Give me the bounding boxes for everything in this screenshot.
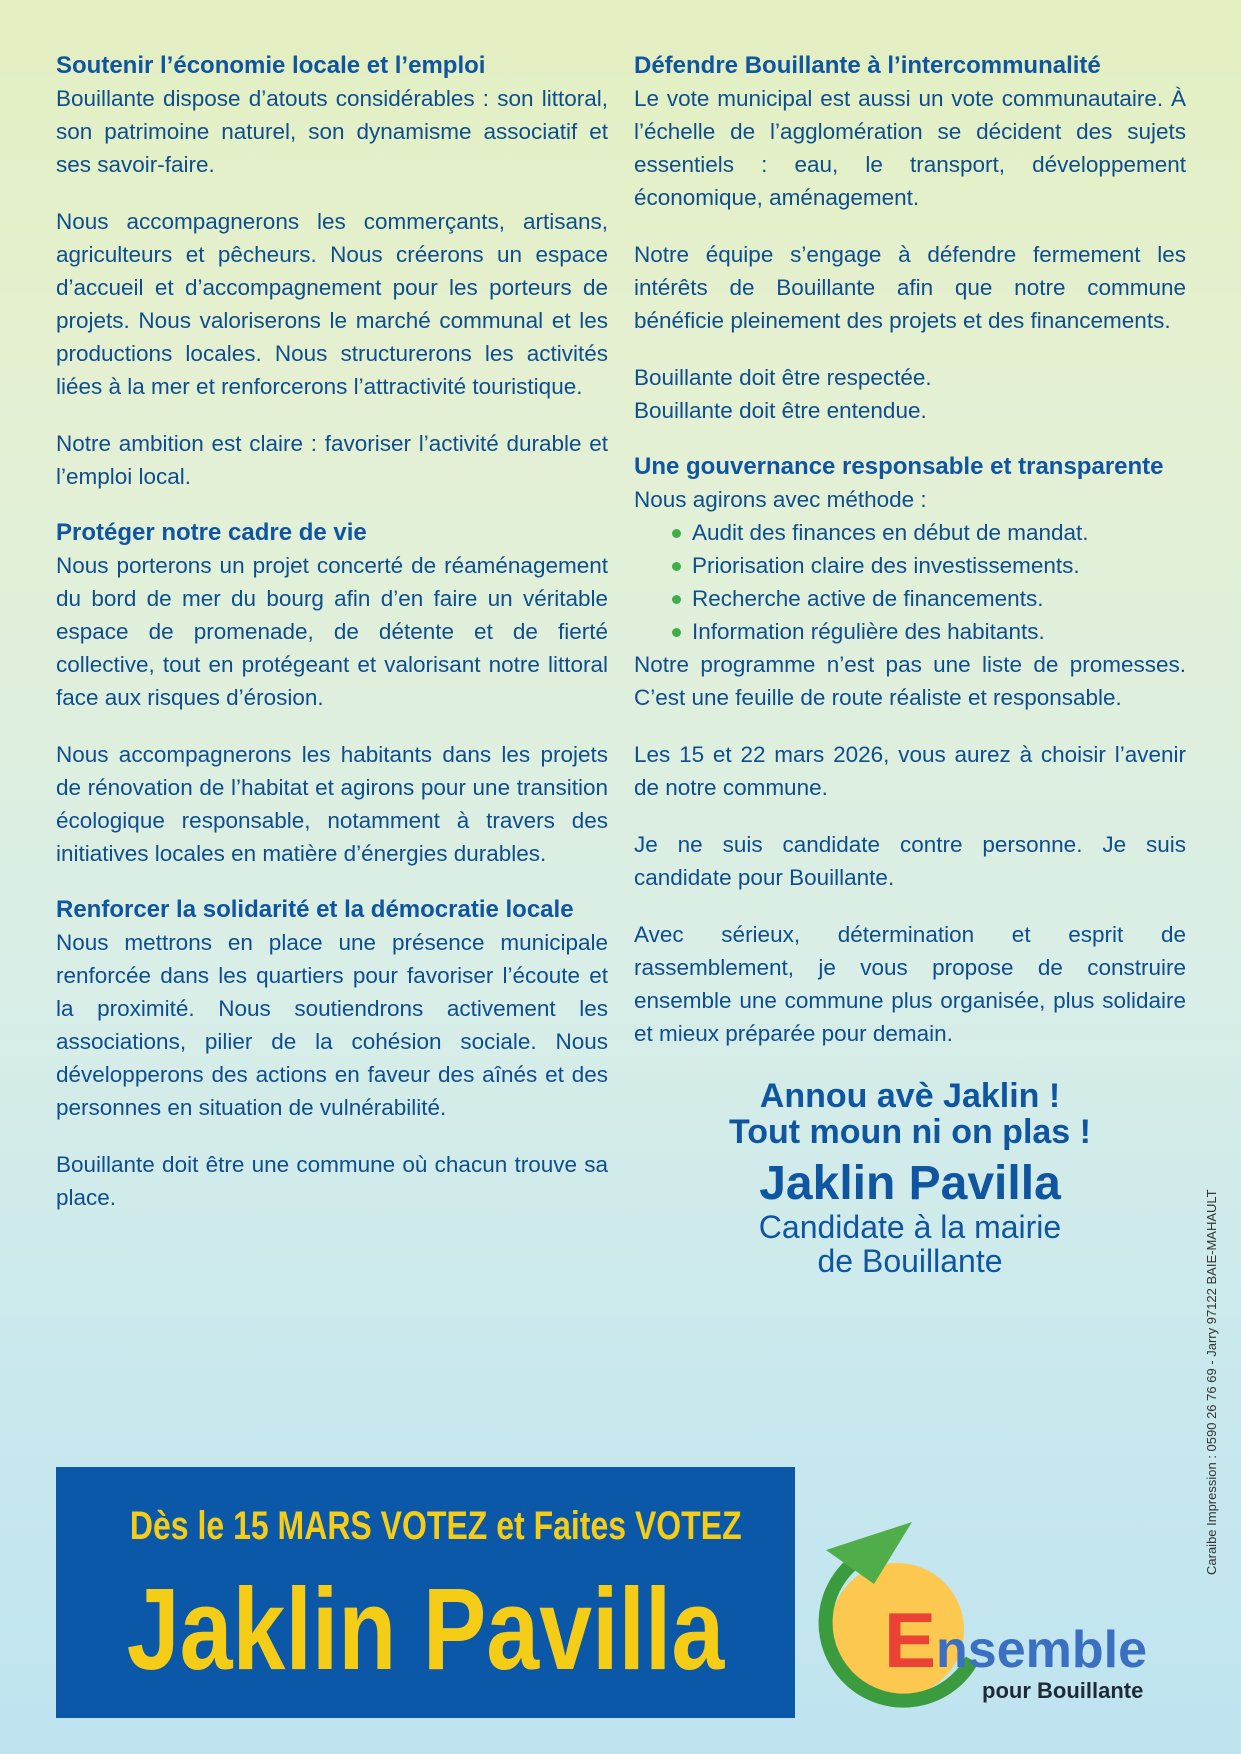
candidate-name: Jaklin Pavilla [759, 1157, 1061, 1210]
section-heading: Défendre Bouillante à l’intercommunalité [634, 52, 1101, 79]
governance-bullet-list [634, 516, 1186, 648]
section-heading: Renforcer la solidarité et la démocratie locale [56, 896, 574, 923]
paragraph: Je ne suis candidate contre personne. Je suis candidate pour Bouillante. [634, 832, 1186, 890]
paragraph: Nous mettrons en place une présence municipale renforcée dans les quartiers pour favoriser l’écoute et la proximité. Nous soutiendrons activement les associations, pilier de la cohésion sociale. Nous développerons des actions en faveur des aînés et des personnes en situation de vulnérabilité. [56, 930, 608, 1120]
list-item-text: Information régulière des habitants. [692, 619, 1045, 644]
paragraph: Avec sérieux, détermination et esprit de rassemblement, je vous propose de construire ensemble une commune plus organisée, plus solidaire et mieux préparée pour demain. [634, 922, 1186, 1046]
signoff-block [660, 1078, 1160, 1278]
section-heading: Protéger notre cadre de vie [56, 519, 367, 546]
paragraph: Nous porterons un projet concerté de réaménagement du bord de mer du bourg afin d’en faire un véritable espace de promenade, de détente et de fierté collective, tout en protégeant et valorisant notre littoral face aux risques d’érosion. [56, 553, 608, 710]
section-heading: Soutenir l’économie locale et l’emploi [56, 52, 486, 79]
bullet-dot-icon [672, 529, 681, 538]
section-intercommunality [634, 50, 1186, 427]
bullet-dot-icon [672, 562, 681, 571]
logo-word-rest: nsemble [936, 1621, 1148, 1679]
logo-initial: E [884, 1596, 937, 1684]
bullet-dot-icon [672, 595, 681, 604]
paragraph: Notre ambition est claire : favoriser l’activité durable et l’emploi local. [56, 431, 608, 489]
paragraph: Nous accompagnerons les habitants dans les projets de rénovation de l’habitat et agirons pour une transition écologique responsable, notamment à travers des initiatives locales en matière d’énergies durables. [56, 742, 608, 866]
candidate-role-line-1: Candidate à la mairie [758, 1209, 1062, 1245]
section-closing [634, 738, 1186, 1050]
bullet-dot-icon [672, 628, 681, 637]
list-item-text: Audit des finances en début de mandat. [692, 520, 1089, 545]
section-heading: Une gouvernance responsable et transparente [634, 453, 1164, 480]
logo-wordmark [884, 1596, 1148, 1690]
paragraph: Bouillante doit être une commune où chacun trouve sa place. [56, 1152, 608, 1210]
candidate-role-line-2: de Bouillante [817, 1243, 1003, 1279]
paragraph: Notre équipe s’engage à défendre fermement les intérêts de Bouillante afin que notre commune bénéficie pleinement des projets et des financements. [634, 242, 1186, 333]
logo-subtitle: pour Bouillante [982, 1678, 1144, 1703]
list-item-text: Priorisation claire des investissements. [692, 553, 1080, 578]
paragraph: Le vote municipal est aussi un vote communautaire. À l’échelle de l’agglomération se décident des sujets essentiels : eau, le transport, développement économique, aménagement. [634, 86, 1186, 210]
list-item [672, 549, 1186, 582]
section-environment [56, 517, 608, 870]
ensemble-logo [812, 1500, 1182, 1730]
vote-banner [56, 1467, 795, 1718]
section-economy [56, 50, 608, 493]
list-item [672, 615, 1186, 648]
banner-candidate-name: Jaklin Pavilla [126, 1564, 725, 1694]
list-item-text: Recherche active de financements. [692, 586, 1044, 611]
slogan-line-1: Annou avè Jaklin ! [759, 1077, 1061, 1115]
governance-intro: Nous agirons avec méthode : [634, 487, 927, 512]
paragraph: Nous accompagnerons les commerçants, artisans, agriculteurs et pêcheurs. Nous créerons un espace d’accueil et d’accompagnement pour les porteurs de projets. Nous valoriserons le marché communal et les productions locales. Nous structurerons les activités liées à la mer et renforcerons l’attractivité touristique. [56, 209, 608, 399]
slogan-line-2: Tout moun ni on plas ! [729, 1113, 1091, 1151]
left-column [56, 50, 608, 1214]
closing-line: Bouillante doit être entendue. [634, 398, 927, 423]
governance-outro: Notre programme n’est pas une liste de promesses. C’est une feuille de route réaliste et responsable. [634, 652, 1186, 710]
printer-credit: Caraibe Impression : 0590 26 76 69 - Jarry 97122 BAIE-MAHAULT [1204, 1189, 1219, 1575]
right-column [634, 50, 1186, 1278]
paragraph: Les 15 et 22 mars 2026, vous aurez à choisir l’avenir de notre commune. [634, 742, 1186, 800]
banner-call-to-action: Dès le 15 MARS VOTEZ et Faites VOTEZ [129, 1504, 742, 1548]
list-item [672, 516, 1186, 549]
section-solidarity [56, 894, 608, 1214]
section-governance [634, 451, 1186, 714]
list-item [672, 582, 1186, 615]
paragraph: Bouillante dispose d’atouts considérables : son littoral, son patrimoine naturel, son dynamisme associatif et ses savoir-faire. [56, 86, 608, 177]
closing-line: Bouillante doit être respectée. [634, 365, 932, 390]
